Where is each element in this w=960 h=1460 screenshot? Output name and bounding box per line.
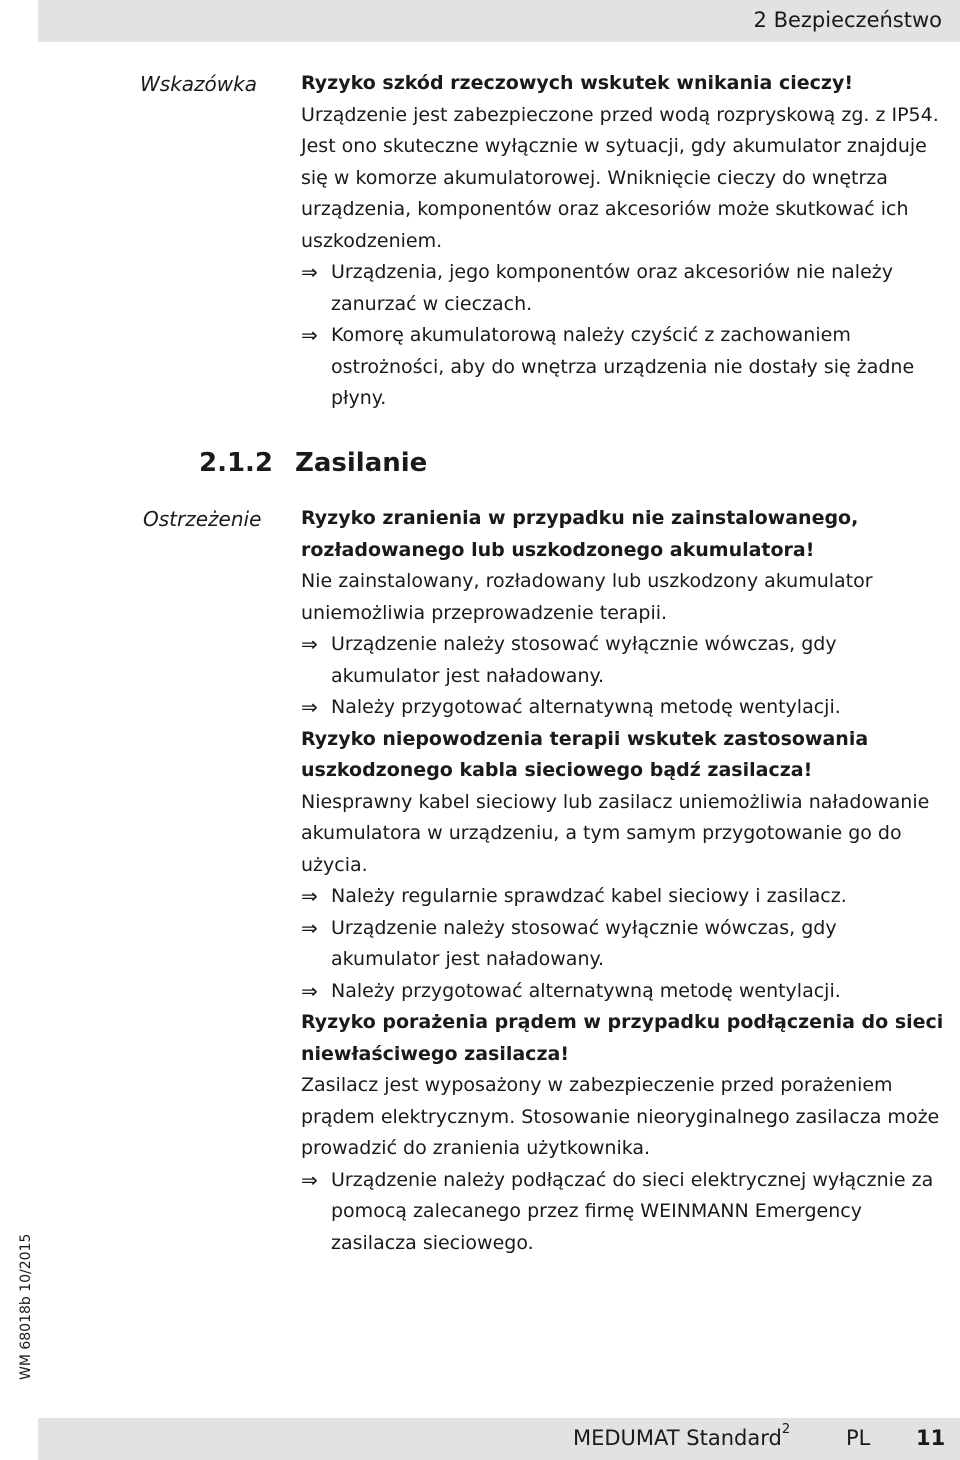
arrow-icon: ⇒ xyxy=(301,978,318,1003)
note-block xyxy=(301,68,951,415)
arrow-icon: ⇒ xyxy=(301,632,318,656)
arrow-icon: ⇒ xyxy=(301,695,318,719)
arrow-icon: ⇒ xyxy=(301,260,318,284)
arrow-icon: ⇒ xyxy=(301,915,318,940)
warning-text: Zasilacz jest wyposażony w zabezpieczenie przed porażeniem prądem elektrycznym. Stosowanie nieoryginalnego zasilacza może prowadzić do zranienia użytkownika. xyxy=(301,1074,940,1159)
section-title: Zasilanie xyxy=(295,448,428,478)
header-bar xyxy=(38,0,960,42)
warning-item xyxy=(301,881,951,913)
warning-label: Ostrzeżenie xyxy=(143,507,262,531)
note-item xyxy=(301,320,951,415)
warning-item-text: Należy przygotować alternatywną metodę wentylacji. xyxy=(331,696,841,718)
warning-item-text: Urządzenie należy stosować wyłącznie wówczas, gdy akumulator jest naładowany. xyxy=(331,633,837,687)
page-number: 11 xyxy=(916,1426,946,1450)
note-item-text: Urządzenia, jego komponentów oraz akcesoriów nie należy zanurzać w cieczach. xyxy=(331,261,893,315)
warning-text: Niesprawny kabel sieciowy lub zasilacz uniemożliwia naładowanie akumulatora w urządzeniu, a tym samym przygotowanie go do użycia. xyxy=(301,790,930,876)
warning-heading: Ryzyko niepowodzenia terapii wskutek zastosowania uszkodzonego kabla sieciowego bądź zasilacza! xyxy=(301,727,869,781)
section-number: 2.1.2 xyxy=(199,448,274,478)
note-item-text: Komorę akumulatorową należy czyścić z zachowaniem ostrożności, aby do wnętrza urządzenia nie dostały się żadne płyny. xyxy=(331,324,915,409)
warning-text: Nie zainstalowany, rozładowany lub uszkodzony akumulator uniemożliwia przeprowadzenie terapii. xyxy=(301,570,873,624)
warning-item xyxy=(301,692,951,724)
warning-item-text: Należy przygotować alternatywną metodę wentylacji. xyxy=(331,979,841,1002)
product-name-text: MEDUMAT Standard xyxy=(573,1426,782,1450)
warning-item-text: Należy regularnie sprawdzać kabel sieciowy i zasilacz. xyxy=(331,885,847,907)
warning-item xyxy=(301,629,951,692)
footer-bar xyxy=(38,1418,960,1460)
document-code: WM 68018b 10/2015 xyxy=(18,1233,34,1380)
warning-item xyxy=(301,1165,951,1260)
note-text: Urządzenie jest zabezpieczone przed wodą rozpryskową zg. z IP54. Jest ono skuteczne wyłącznie w sytuacji, gdy akumulator znajduje się w komorze akumulatorowej. Wniknięcie cieczy do wnętrza urządzenia, komponentów oraz akcesoriów może skutkować ich uszkodzeniem. xyxy=(301,103,939,252)
warning-item-text: Urządzenie należy stosować wyłącznie wówczas, gdy akumulator jest naładowany. xyxy=(331,916,837,970)
note-heading: Ryzyko szkód rzeczowych wskutek wnikania cieczy! xyxy=(301,72,853,94)
arrow-icon: ⇒ xyxy=(301,323,318,347)
note-label: Wskazówka xyxy=(140,72,257,96)
language-code: PL xyxy=(846,1426,871,1450)
arrow-icon: ⇒ xyxy=(301,1167,318,1192)
product-name xyxy=(573,1422,791,1450)
warning-heading: Ryzyko zranienia w przypadku nie zainstalowanego, rozładowanego lub uszkodzonego akumulatora! xyxy=(301,507,859,561)
warning-heading: Ryzyko porażenia prądem w przypadku podłączenia do sieci niewłaściwego zasilacza! xyxy=(301,1011,944,1065)
note-item xyxy=(301,257,951,320)
warning-item xyxy=(301,976,951,1008)
warning-block xyxy=(301,503,951,1259)
warning-item xyxy=(301,913,951,976)
chapter-title: 2 Bezpieczeństwo xyxy=(753,8,942,32)
product-superscript: 2 xyxy=(781,1422,791,1437)
warning-item-text: Urządzenie należy podłączać do sieci elektrycznej wyłącznie za pomocą zalecanego przez firmę WEINMANN Emergency zasilacza sieciowego. xyxy=(331,1168,934,1254)
arrow-icon: ⇒ xyxy=(301,884,318,908)
